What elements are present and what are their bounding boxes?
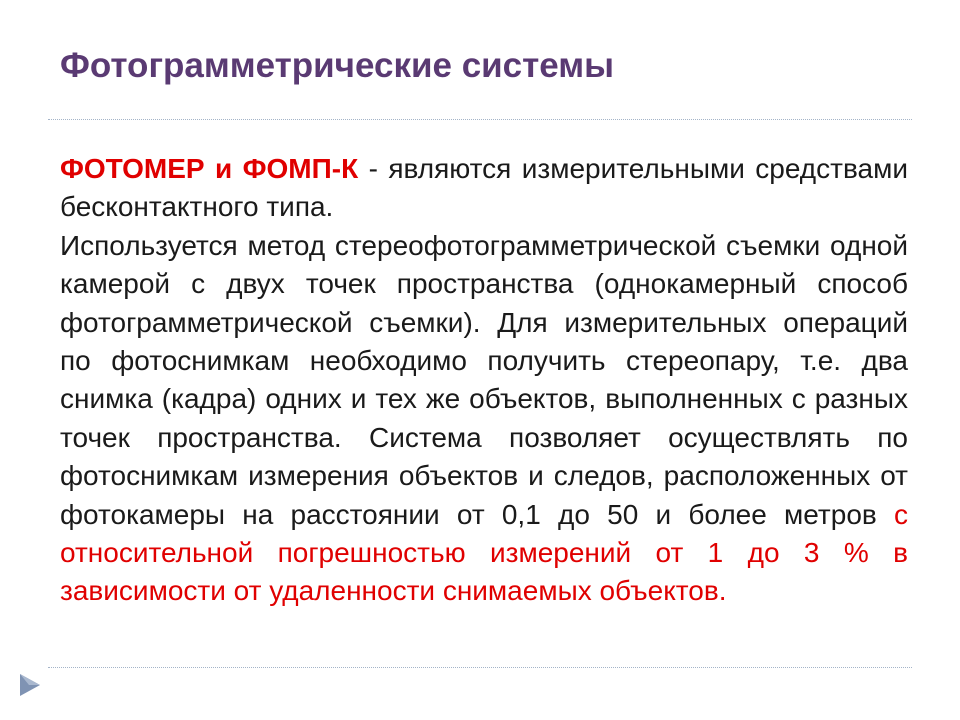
slide-body	[60, 150, 908, 611]
method-text: Используется метод стереофотограмметрической съемки одной камерой с двух точек пространства (однокамерный способ фотограмметрической съемки). Для измерительных операций по фотоснимкам необходимо получить стереопару, т.е. два снимка (кадра) одних и тех же объектов, выполненных с разных точек пространства. Система позволяет осуществлять по фотоснимкам измерения объектов и следов, расположенных от фотокамеры на расстоянии от 0,1 до 50 и более метров	[60, 229, 908, 530]
accuracy-text: с относительной погрешностью измерений от 1 до 3 % в зависимости от удаленности снимаемых объектов.	[60, 498, 908, 607]
paragraph-method	[60, 227, 908, 611]
bottom-divider	[48, 667, 912, 668]
slide-title: Фотограмметрические системы	[60, 46, 615, 85]
triangle-right-icon[interactable]	[16, 671, 44, 699]
title-divider	[48, 119, 912, 120]
device-names: ФОТОМЕР и ФОМП-К	[60, 153, 359, 184]
paragraph-intro	[60, 150, 908, 227]
intro-text: - являются измерительными средствами бесконтактного типа.	[60, 153, 908, 223]
